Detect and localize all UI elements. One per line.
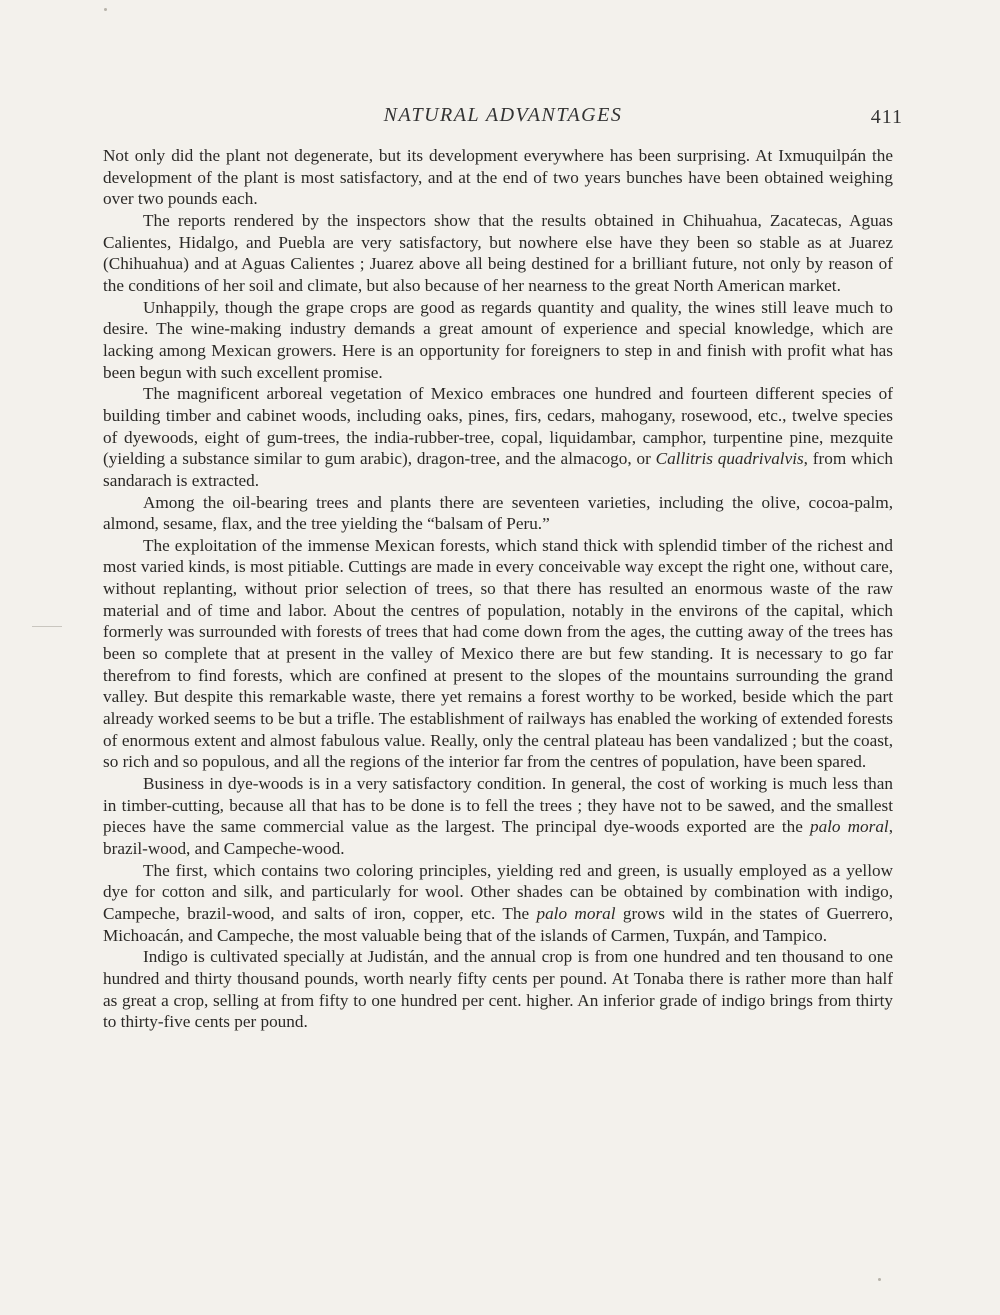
paragraph: [103, 773, 893, 860]
paper-speck: [878, 1278, 881, 1281]
text-run: Unhappily, though the grape crops are good as regards quantity and quality, the wines still leave much to desire. The wine-making industry demands a great amount of experience and special knowledge, which are lacking among Mexican growers. Here is an opportunity for foreigners to step in and finish with profit what has been begun with such excellent promise.: [103, 297, 893, 382]
text-run: , brazil-wood, and Campeche-wood.: [103, 817, 894, 858]
page-number: 411: [870, 106, 903, 128]
paragraph: [103, 946, 893, 1033]
italic-term: palo moral: [809, 817, 889, 837]
paragraph: [103, 145, 893, 210]
text-run: Indigo is cultivated specially at Judistán, and the annual crop is from one hundred and ten thousand to one hundred and thirty thousand pounds, worth nearly fifty cents per pound. At Tonaba there is rather more than half as great a crop, selling at from fifty to one hundred per cent. higher. An inferior grade of indigo brings from thirty to thirty-five cents per pound.: [103, 947, 893, 1032]
paragraph: [103, 297, 893, 384]
body-text: [103, 145, 893, 1033]
text-run: The magnificent arboreal vegetation of Mexico embraces one hundred and fourteen different species of building timber and cabinet woods, including oaks, pines, firs, cedars, mahogany, rosewood, etc., twelve species of dyewoods, eight of gum-trees, the india-rubber-tree, copal, liquidambar, camphor, turpentine pine, mezquite (yielding a substance similar to gum arabic), dragon-tree, and the almacogo, or: [103, 384, 893, 469]
paragraph: [103, 383, 893, 491]
text-run: The first, which contains two coloring principles, yielding red and green, is usually employed as a yellow dye for cotton and silk, and particularly for wool. Other shades can be obtained by combination with indigo, Campeche, brazil-wood, and salts of iron, copper, etc. The: [103, 860, 893, 923]
text-run: Not only did the plant not degenerate, but its development everywhere has been surprising. At Ixmuquilpán the development of the plant is most satisfactory, and at the end of two years bunches have been obtained weighing over two pounds each.: [103, 146, 893, 209]
italic-term: palo moral: [536, 903, 616, 923]
paragraph: [103, 860, 893, 947]
text-run: , from which sandarach is extracted.: [103, 449, 893, 490]
paragraph: [103, 492, 893, 535]
paragraph: [103, 210, 893, 297]
text-run: The reports rendered by the inspectors show that the results obtained in Chihuahua, Zacatecas, Aguas Calientes, Hidalgo, and Puebla are very satisfactory, but nowhere else have they been so stable as at Juarez (Chihuahua) and at Aguas Calientes ; Juarez above all being destined for a brilliant future, not only by reason of the conditions of her soil and climate, but also because of her nearness to the great North American market.: [103, 210, 893, 295]
paper-speck: [104, 8, 107, 11]
margin-pencil-mark: [32, 626, 62, 627]
italic-term: Callitris quadrivalvis: [655, 449, 804, 469]
running-head: [103, 104, 903, 134]
text-run: The exploitation of the immense Mexican forests, which stand thick with splendid timber of the richest and most varied kinds, is most pitiable. Cuttings are made in every conceivable way except the right one, without care, without replanting, without prior selection of trees, so that there has resulted an enormous waste of the raw material and of time and labor. About the centres of population, notably in the environs of the capital, which formerly was surrounded with forests of trees that had come down from the ages, the cutting away of the trees has been so complete that at present in the valley of Mexico there are but few standing. It is necessary to go far therefrom to find forests, which are confined at present to the slopes of the mountains surrounding the grand valley. But despite this remarkable waste, there yet remains a forest worthy to be worked, beside which the part already worked seems to be but a trifle. The establishment of railways has enabled the working of extended forests of enormous extent and almost fabulous value. Really, only the central plateau has been vandalized ; but the coast, so rich and so populous, and all the regions of the interior far from the centres of population, have been spared.: [103, 535, 893, 772]
running-title: NATURAL ADVANTAGES: [383, 104, 623, 126]
text-run: Business in dye-woods is in a very satisfactory condition. In general, the cost of working is much less than in timber-cutting, because all that has to be done is to fell the trees ; they have not to be sawed, and the smallest pieces have the same commercial value as the largest. The principal dye-woods exported are the: [103, 774, 893, 837]
text-run: grows wild in the states of Guerrero, Michoacán, and Campeche, the most valuable being that of the islands of Carmen, Tuxpán, and Tampico.: [103, 903, 893, 945]
paragraph: [103, 535, 893, 773]
text-run: Among the oil-bearing trees and plants there are seventeen varieties, including the olive, cocoa-palm, almond, sesame, flax, and the tree yielding the “balsam of Peru.”: [103, 492, 893, 534]
